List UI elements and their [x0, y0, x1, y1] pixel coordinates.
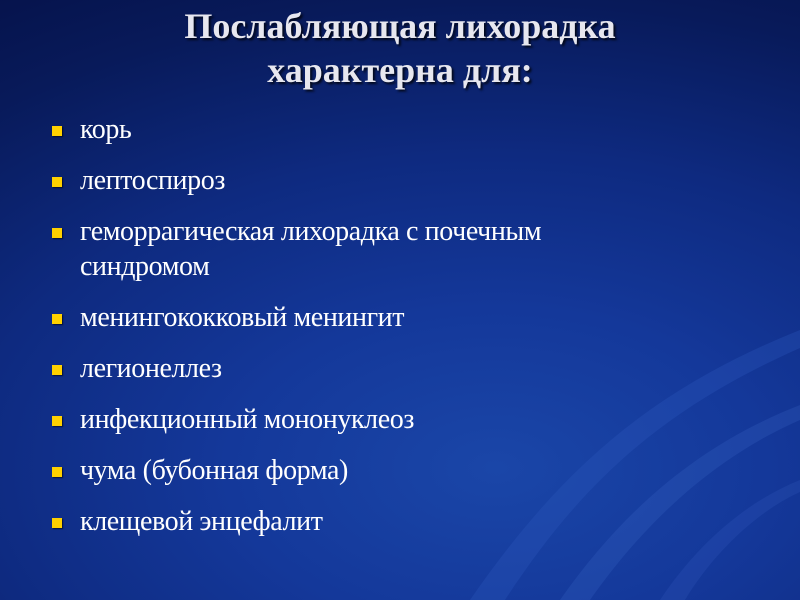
- list-item-text: лептоспироз: [80, 165, 226, 196]
- list-item-text-continued: синдромом: [80, 251, 210, 282]
- square-bullet-icon: [52, 314, 62, 324]
- square-bullet-icon: [52, 416, 62, 426]
- square-bullet-icon: [52, 228, 62, 238]
- square-bullet-icon: [52, 365, 62, 375]
- list-item: [52, 351, 712, 386]
- list-item-text: геморрагическая лихорадка с почечным: [80, 216, 542, 247]
- bullet-list: [52, 112, 712, 555]
- list-item-text: инфекционный мононуклеоз: [80, 404, 415, 435]
- list-item: [52, 402, 712, 437]
- title-line-1: Послабляющая лихорадка: [184, 6, 616, 46]
- list-item-text: корь: [80, 114, 132, 145]
- list-item-text: легионеллез: [80, 353, 222, 384]
- list-item-text: менингококковый менингит: [80, 302, 405, 333]
- list-item: [52, 300, 712, 335]
- square-bullet-icon: [52, 177, 62, 187]
- list-item: [52, 453, 712, 488]
- square-bullet-icon: [52, 467, 62, 477]
- title-line-2: характерна для:: [267, 50, 533, 90]
- list-item-text: чума (бубонная форма): [80, 455, 348, 486]
- list-item-text: клещевой энцефалит: [80, 506, 323, 537]
- list-item: [52, 214, 712, 284]
- list-item: [52, 163, 712, 198]
- square-bullet-icon: [52, 518, 62, 528]
- list-item: [52, 504, 712, 539]
- slide-title: [0, 4, 800, 92]
- square-bullet-icon: [52, 126, 62, 136]
- list-item: [52, 112, 712, 147]
